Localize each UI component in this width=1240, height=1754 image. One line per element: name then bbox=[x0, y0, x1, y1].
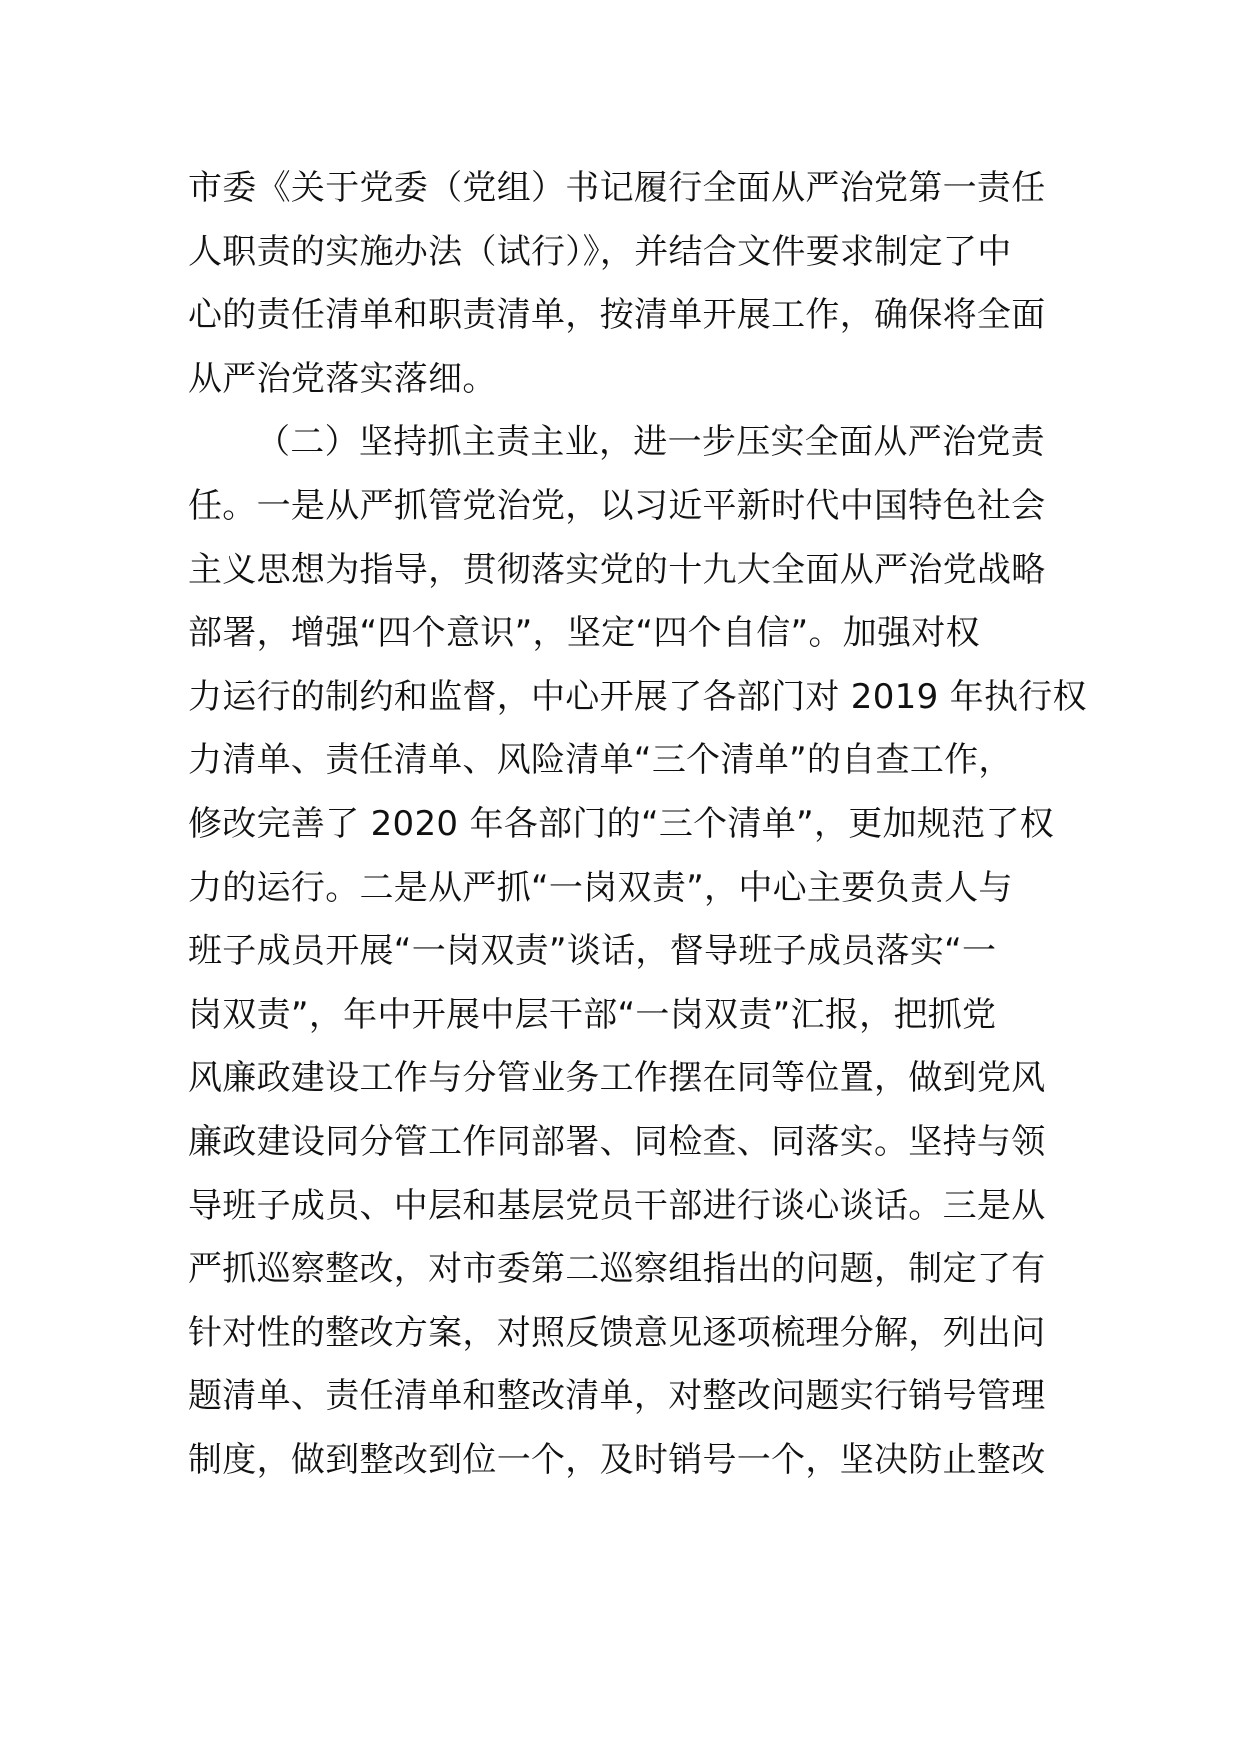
text-line: 部署，增强“四个意识”，坚定“四个自信”。加强对权 bbox=[188, 613, 980, 654]
section-heading-line: （二）坚持抓主责主业，进一步压实全面从严治党责 bbox=[256, 422, 1045, 463]
text-line: 人职责的实施办法（试行）》，并结合文件要求制定了中 bbox=[188, 231, 1012, 272]
text-line: 从严治党落实落细。 bbox=[188, 358, 497, 399]
text-line: 题清单、责任清单和整改清单，对整改问题实行销号管理 bbox=[188, 1376, 1046, 1417]
text-line: 市委《关于党委（党组）书记履行全面从严治党第一责任 bbox=[188, 168, 1046, 208]
text-line: 导班子成员、中层和基层党员干部进行谈心谈话。三是从 bbox=[188, 1185, 1046, 1226]
text-line: 心的责任清单和职责清单，按清单开展工作，确保将全面 bbox=[188, 295, 1046, 336]
text-line: 风廉政建设工作与分管业务工作摆在同等位置，做到党风 bbox=[188, 1058, 1046, 1099]
text-line: 岗双责”，年中开展中层干部“一岗双责”汇报，把抓党 bbox=[188, 994, 997, 1035]
text-line: 针对性的整改方案，对照反馈意见逐项梳理分解，列出问 bbox=[188, 1312, 1046, 1353]
text-line: 主义思想为指导，贯彻落实党的十九大全面从严治党战略 bbox=[188, 549, 1046, 590]
text-line: 班子成员开展“一岗双责”谈话，督导班子成员落实“一 bbox=[188, 931, 997, 972]
text-line: 修改完善了 2020 年各部门的“三个清单”，更加规范了权 bbox=[188, 803, 1055, 844]
text-line: 严抓巡察整改，对市委第二巡察组指出的问题，制定了有 bbox=[188, 1249, 1046, 1290]
text-line: 力清单、责任清单、风险清单“三个清单”的自查工作， bbox=[188, 740, 1013, 781]
text-line: 力的运行。二是从严抓“一岗双责”，中心主要负责人与 bbox=[188, 867, 1013, 908]
document-body-text bbox=[188, 157, 1087, 1492]
text-line: 力运行的制约和监督，中心开展了各部门对 2019 年执行权 bbox=[188, 676, 1087, 717]
text-line: 任。一是从严抓管党治党，以习近平新时代中国特色社会 bbox=[188, 485, 1046, 526]
text-line: 制度，做到整改到位一个，及时销号一个，坚决防止整改 bbox=[188, 1439, 1046, 1480]
text-line: 廉政建设同分管工作同部署、同检查、同落实。坚持与领 bbox=[188, 1121, 1046, 1162]
